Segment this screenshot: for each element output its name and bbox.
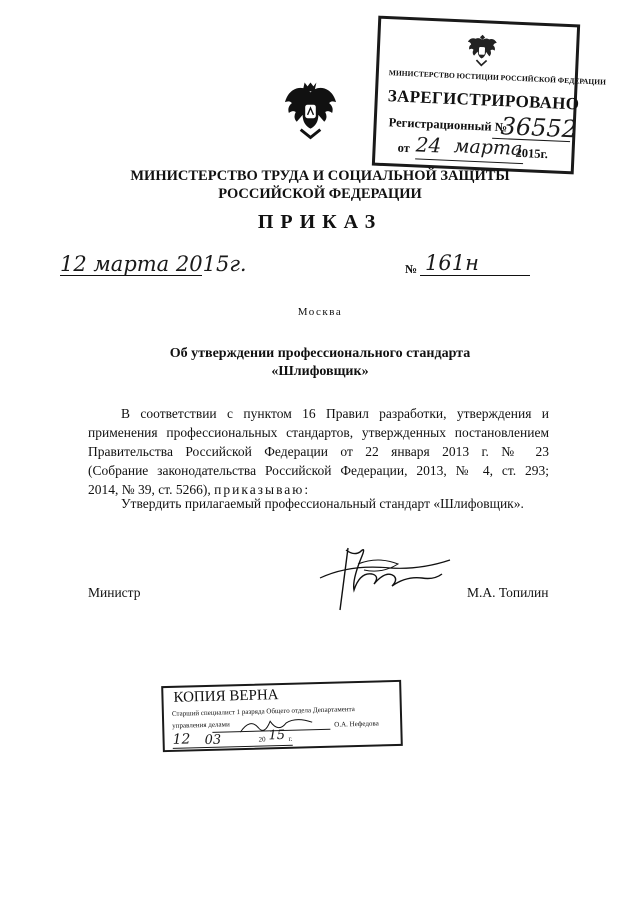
body-line: В соответствии с пунктом 16 Правил разработки, утверждения и <box>121 406 549 421</box>
copy-stamp-position-line2: управления делами <box>172 720 230 730</box>
registration-stamp <box>372 16 607 175</box>
handwritten-signature <box>318 538 458 618</box>
subject-line2: «Шлифовщик» <box>271 364 369 379</box>
copy-stamp-date-month: 03 <box>204 732 222 749</box>
city: Москва <box>297 306 343 318</box>
copy-certified-stamp <box>161 680 403 752</box>
copy-stamp-date-underline <box>173 745 293 749</box>
order-keyword: приказываю: <box>214 482 311 497</box>
order-date: 12 марта 2015г. <box>60 252 247 276</box>
coat-of-arms-icon <box>283 80 338 140</box>
resolution-text: Утвердить прилагаемый профессиональный стандарт «Шлифовщик». <box>121 496 524 511</box>
signatory-name: М.А. Топилин <box>467 585 549 600</box>
order-title: ПРИКАЗ <box>257 211 383 233</box>
body-paragraph <box>88 404 549 499</box>
stamp-number-label: Регистрационный № <box>388 115 508 135</box>
copy-stamp-name: О.А. Нефедова <box>334 719 379 729</box>
copy-stamp-year-suffix: г. <box>288 734 293 743</box>
copy-stamp-date-day: 12 <box>172 731 191 748</box>
stamp-number: 36552 <box>500 112 578 144</box>
body-line: Правительства Российской Федерации от 22 января 2013 г. № 23 <box>88 444 549 459</box>
stamp-date-month: марта <box>453 135 523 161</box>
order-number: 161н <box>425 251 479 275</box>
signatory-position: Министр <box>88 585 141 600</box>
stamp-date-year: 2015г. <box>515 145 549 162</box>
subject-line1: Об утверждении профессионального стандарта <box>169 346 471 361</box>
coat-of-arms-icon <box>464 30 500 67</box>
copy-stamp-position: Старший специалист 1 разряда Общего отдела Департамента <box>171 705 355 718</box>
copy-stamp-year: 15 <box>268 727 286 744</box>
body-line: применения профессиональных стандартов, утвержденных постановлением <box>88 425 549 440</box>
body-line: (Собрание законодательства Российской Федерации, 2013, № 4, ст. 293; <box>88 463 549 478</box>
body-last-line-start: 2014, № 39, ст. 5266), <box>88 482 211 497</box>
order-date-underline <box>60 275 202 276</box>
order-number-underline <box>420 275 530 276</box>
copy-stamp-year-prefix: 20 <box>258 735 266 744</box>
stamp-ministry: МИНИСТЕРСТВО ЮСТИЦИИ РОССИЙСКОЙ ФЕДЕРАЦИИ <box>388 68 607 87</box>
stamp-date-prefix: от <box>397 140 411 156</box>
ministry-name-line2: РОССИЙСКОЙ ФЕДЕРАЦИИ <box>218 186 422 202</box>
order-number-label: № <box>405 262 418 276</box>
stamp-date-day: 24 <box>415 132 442 158</box>
copy-stamp-title: КОПИЯ ВЕРНА <box>173 687 279 706</box>
ministry-name-line1: МИНИСТЕРСТВО ТРУДА И СОЦИАЛЬНОЙ ЗАЩИТЫ <box>130 168 510 184</box>
stamp-status: ЗАРЕГИСТРИРОВАНО <box>387 86 580 114</box>
